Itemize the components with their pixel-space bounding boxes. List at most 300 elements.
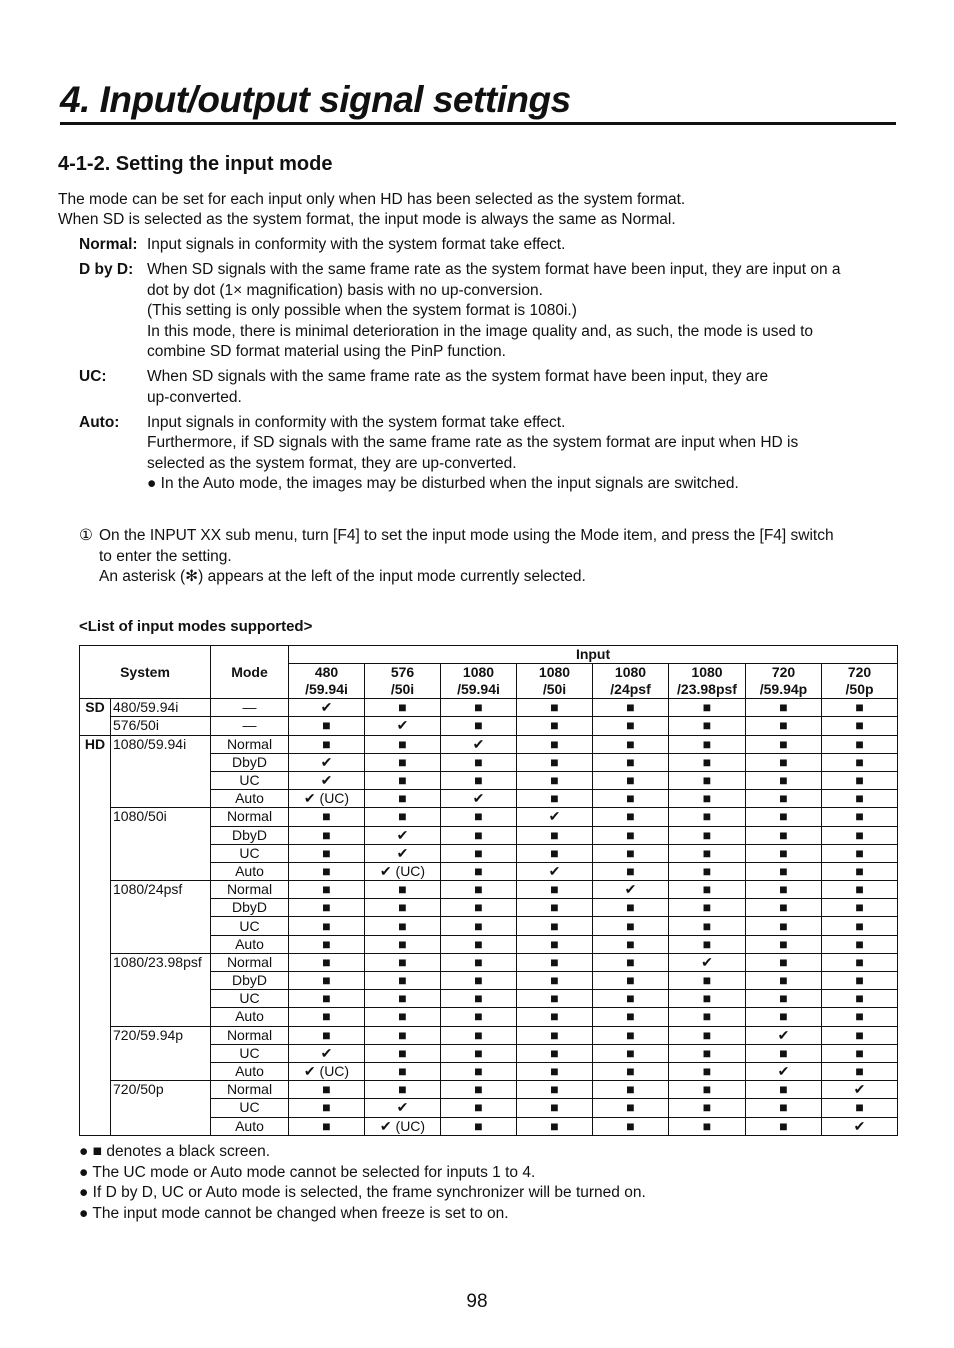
support-cell: ■ (746, 935, 822, 953)
support-cell: ■ (669, 935, 746, 953)
support-cell: ■ (822, 990, 898, 1008)
input-modes-table (79, 645, 898, 1136)
definition-line: When SD signals with the same frame rate as the system format have been input, they are input on a (147, 261, 841, 278)
header-line: /59.94i (457, 681, 500, 698)
support-cell: ■ (441, 753, 517, 771)
support-cell: ■ (365, 1008, 441, 1026)
support-cell: ✔ (746, 1026, 822, 1044)
support-cell: ■ (746, 1044, 822, 1062)
support-cell: ■ (822, 699, 898, 717)
page-number: 98 (466, 1291, 488, 1312)
mode-cell: Auto (211, 1062, 289, 1080)
support-cell: ■ (669, 1026, 746, 1044)
definition-desc (147, 235, 899, 256)
support-cell: ■ (517, 1099, 593, 1117)
support-cell: ■ (441, 1044, 517, 1062)
system-group: SD (80, 699, 111, 735)
definition-term: D by D: (79, 261, 134, 278)
support-cell: ■ (593, 771, 669, 789)
system-format: 720/59.94p (111, 1026, 211, 1081)
mode-cell: UC (211, 1099, 289, 1117)
support-cell: ■ (593, 990, 669, 1008)
support-cell: ■ (746, 699, 822, 717)
support-cell: ■ (365, 1062, 441, 1080)
support-cell: ■ (669, 1062, 746, 1080)
header-line: 1080 (614, 664, 647, 681)
support-cell: ■ (746, 917, 822, 935)
support-cell: ✔ (289, 771, 365, 789)
table-row (80, 881, 898, 899)
support-cell: ■ (822, 717, 898, 735)
table-caption: <List of input modes supported> (79, 618, 313, 635)
mode-cell: Auto (211, 1117, 289, 1135)
header-line: /59.94p (759, 681, 808, 698)
support-cell: ■ (822, 771, 898, 789)
table-row (80, 735, 898, 753)
support-cell: ■ (593, 699, 669, 717)
support-cell: ■ (517, 1026, 593, 1044)
definition-row (79, 367, 899, 408)
support-cell: ✔ (517, 808, 593, 826)
support-cell: ✔ (UC) (289, 790, 365, 808)
support-cell: ■ (365, 1026, 441, 1044)
note-item: ● ■ denotes a black screen. (79, 1143, 271, 1160)
support-cell: ■ (669, 844, 746, 862)
definition-line: up-converted. (147, 388, 242, 406)
mode-cell: UC (211, 1044, 289, 1062)
support-cell: ■ (746, 826, 822, 844)
system-format: 720/50p (111, 1081, 211, 1136)
support-cell: ■ (441, 1026, 517, 1044)
support-cell: ■ (441, 935, 517, 953)
definition-line: When SD signals with the same frame rate as the system format have been input, they are (147, 368, 769, 385)
header-line: 720 (771, 664, 796, 681)
definition-term: UC: (79, 368, 107, 385)
definition-line: Input signals in conformity with the system format take effect. (147, 236, 566, 253)
support-cell: ■ (746, 1117, 822, 1135)
mode-cell: Normal (211, 808, 289, 826)
definition-term: Normal: (79, 236, 138, 253)
support-cell: ■ (593, 899, 669, 917)
mode-cell: Normal (211, 1026, 289, 1044)
support-cell: ■ (517, 1044, 593, 1062)
system-format: 480/59.94i (111, 699, 211, 717)
support-cell: ■ (822, 953, 898, 971)
support-cell: ✔ (441, 790, 517, 808)
support-cell: ■ (593, 1099, 669, 1117)
support-cell: ■ (517, 1117, 593, 1135)
support-cell: ■ (822, 899, 898, 917)
system-format: 576/50i (111, 717, 211, 735)
definition-desc (147, 413, 899, 495)
support-cell: ■ (822, 1008, 898, 1026)
support-cell: ■ (822, 862, 898, 880)
header-input-format (517, 664, 593, 699)
support-cell: ■ (746, 862, 822, 880)
support-cell: ✔ (593, 881, 669, 899)
step-line: An asterisk (✻) appears at the left of the input mode currently selected. (99, 568, 586, 585)
header-line: /50p (845, 681, 874, 698)
support-cell: ■ (593, 1008, 669, 1026)
definition-row (79, 413, 899, 495)
definition-row (79, 235, 899, 256)
definition-row (79, 260, 899, 363)
header-line: /50i (542, 681, 567, 698)
support-cell: ✔ (365, 826, 441, 844)
support-cell: ■ (822, 753, 898, 771)
support-cell: ■ (669, 699, 746, 717)
support-cell: ■ (822, 735, 898, 753)
support-cell: ✔ (UC) (365, 862, 441, 880)
support-cell: ■ (517, 753, 593, 771)
support-cell: ■ (822, 972, 898, 990)
header-input-format (441, 664, 517, 699)
support-cell: ■ (441, 808, 517, 826)
support-cell: ■ (746, 1008, 822, 1026)
definition-desc (147, 260, 899, 363)
support-cell: ■ (289, 881, 365, 899)
support-cell: ■ (441, 972, 517, 990)
support-cell: ■ (746, 771, 822, 789)
support-cell: ■ (289, 1026, 365, 1044)
support-cell: ■ (822, 826, 898, 844)
support-cell: ■ (517, 917, 593, 935)
header-input-format (669, 664, 746, 699)
support-cell: ■ (593, 935, 669, 953)
support-cell: ✔ (289, 1044, 365, 1062)
support-cell: ■ (289, 862, 365, 880)
support-cell: ■ (517, 826, 593, 844)
note-item: ● The UC mode or Auto mode cannot be selected for inputs 1 to 4. (79, 1163, 536, 1181)
definition-line: combine SD format material using the PinP function. (147, 343, 506, 360)
support-cell: ■ (822, 844, 898, 862)
support-cell: ■ (365, 972, 441, 990)
definition-desc (147, 367, 899, 408)
support-cell: ■ (365, 1081, 441, 1099)
table-row (80, 717, 898, 735)
support-cell: ■ (822, 790, 898, 808)
support-cell: ■ (746, 953, 822, 971)
support-cell: ■ (746, 899, 822, 917)
system-format: 1080/24psf (111, 881, 211, 954)
support-cell: ■ (441, 881, 517, 899)
table-row (80, 808, 898, 826)
mode-cell: UC (211, 990, 289, 1008)
support-cell: ■ (669, 899, 746, 917)
support-cell: ■ (593, 953, 669, 971)
support-cell: ■ (669, 1008, 746, 1026)
support-cell: ✔ (365, 1099, 441, 1117)
support-cell: ■ (746, 808, 822, 826)
step-line: On the INPUT XX sub menu, turn [F4] to set the input mode using the Mode item, and press the [F4] switch (99, 527, 834, 544)
support-cell: ■ (365, 771, 441, 789)
support-cell: ■ (822, 808, 898, 826)
support-cell: ■ (669, 1099, 746, 1117)
support-cell: ■ (669, 753, 746, 771)
step-number: ① (79, 527, 93, 544)
support-cell: ■ (593, 790, 669, 808)
support-cell: ■ (593, 1026, 669, 1044)
mode-cell: DbyD (211, 753, 289, 771)
procedure-step (79, 526, 894, 588)
support-cell: ■ (517, 735, 593, 753)
support-cell: ■ (746, 717, 822, 735)
support-cell: ✔ (UC) (289, 1062, 365, 1080)
page-title: 4. Input/output signal settings (60, 78, 896, 125)
support-cell: ■ (669, 735, 746, 753)
support-cell: ■ (441, 917, 517, 935)
support-cell: ■ (517, 935, 593, 953)
step-line: to enter the setting. (99, 547, 232, 565)
support-cell: ■ (365, 790, 441, 808)
support-cell: ■ (289, 844, 365, 862)
support-cell: ■ (517, 699, 593, 717)
header-line: 576 (390, 664, 415, 681)
support-cell: ■ (365, 990, 441, 1008)
header-input-format (289, 664, 365, 699)
support-cell: ■ (517, 1008, 593, 1026)
support-cell: ■ (746, 881, 822, 899)
support-cell: ✔ (669, 953, 746, 971)
header-line: 1080 (691, 664, 723, 681)
header-line: /59.94i (305, 681, 348, 698)
support-cell: ■ (593, 917, 669, 935)
support-cell: ■ (441, 1117, 517, 1135)
support-cell: ■ (517, 990, 593, 1008)
support-cell: ■ (441, 717, 517, 735)
support-cell: ■ (593, 1062, 669, 1080)
table-row (80, 1081, 898, 1099)
support-cell: ✔ (365, 844, 441, 862)
mode-cell: Auto (211, 790, 289, 808)
support-cell: ■ (746, 735, 822, 753)
support-cell: ■ (593, 1081, 669, 1099)
header-line: 480 (314, 664, 339, 681)
support-cell: ■ (669, 1117, 746, 1135)
support-cell: ■ (669, 826, 746, 844)
support-cell: ■ (517, 972, 593, 990)
section-heading: 4-1-2. Setting the input mode (58, 153, 333, 175)
support-cell: ■ (822, 1062, 898, 1080)
notes-list (79, 1142, 646, 1224)
header-input-format (746, 664, 822, 699)
support-cell: ■ (365, 753, 441, 771)
support-cell: ✔ (822, 1081, 898, 1099)
support-cell: ■ (593, 735, 669, 753)
definition-line: (This setting is only possible when the system format is 1080i.) (147, 302, 577, 319)
support-cell: ✔ (746, 1062, 822, 1080)
mode-cell: Normal (211, 881, 289, 899)
support-cell: ■ (441, 953, 517, 971)
support-cell: ■ (822, 917, 898, 935)
support-cell: ■ (746, 1081, 822, 1099)
header-input: Input (289, 646, 898, 664)
support-cell: ■ (517, 790, 593, 808)
support-cell: ■ (822, 1044, 898, 1062)
support-cell: ■ (517, 899, 593, 917)
definition-line: selected as the system format, they are up-converted. (147, 454, 517, 472)
support-cell: ■ (517, 1081, 593, 1099)
support-cell: ■ (365, 935, 441, 953)
system-format: 1080/59.94i (111, 735, 211, 808)
support-cell: ■ (289, 953, 365, 971)
support-cell: ■ (289, 717, 365, 735)
support-cell: ■ (365, 699, 441, 717)
support-cell: ■ (517, 881, 593, 899)
mode-cell: Auto (211, 862, 289, 880)
table-row (80, 699, 898, 717)
support-cell: ✔ (822, 1117, 898, 1135)
support-cell: ■ (441, 826, 517, 844)
support-cell: ■ (822, 881, 898, 899)
support-cell: ✔ (517, 862, 593, 880)
mode-cell: — (211, 717, 289, 735)
support-cell: ■ (441, 1062, 517, 1080)
definition-term: Auto: (79, 413, 120, 431)
mode-cell: Normal (211, 735, 289, 753)
support-cell: ■ (365, 808, 441, 826)
mode-cell: UC (211, 917, 289, 935)
support-cell: ■ (669, 881, 746, 899)
support-cell: ■ (441, 1099, 517, 1117)
support-cell: ■ (365, 881, 441, 899)
header-input-format (365, 664, 441, 699)
support-cell: ■ (669, 1044, 746, 1062)
system-format: 1080/23.98psf (111, 953, 211, 1026)
header-line: /23.98psf (677, 681, 737, 698)
support-cell: ■ (593, 808, 669, 826)
mode-cell: Normal (211, 953, 289, 971)
support-cell: ■ (593, 844, 669, 862)
header-line: 720 (847, 664, 872, 681)
support-cell: ■ (593, 753, 669, 771)
support-cell: ■ (517, 771, 593, 789)
support-cell: ■ (365, 899, 441, 917)
support-cell: ■ (669, 862, 746, 880)
support-cell: ■ (441, 1008, 517, 1026)
support-cell: ■ (669, 790, 746, 808)
support-cell: ■ (441, 899, 517, 917)
support-cell: ■ (746, 1099, 822, 1117)
support-cell: ✔ (441, 735, 517, 753)
support-cell: ■ (441, 771, 517, 789)
support-cell: ■ (593, 826, 669, 844)
mode-cell: Auto (211, 1008, 289, 1026)
support-cell: ■ (517, 1062, 593, 1080)
support-cell: ■ (746, 844, 822, 862)
support-cell: ■ (669, 771, 746, 789)
definition-line: dot by dot (1× magnification) basis with no up-conversion. (147, 281, 543, 299)
header-row (80, 646, 898, 664)
support-cell: ✔ (289, 753, 365, 771)
mode-cell: — (211, 699, 289, 717)
definition-line: Input signals in conformity with the system format take effect. (147, 413, 566, 431)
mode-cell: Normal (211, 1081, 289, 1099)
table-row (80, 953, 898, 971)
support-cell: ✔ (289, 699, 365, 717)
header-line: 1080 (538, 664, 571, 681)
mode-definitions (79, 235, 899, 499)
support-cell: ■ (365, 735, 441, 753)
header-line: /50i (390, 681, 415, 698)
support-cell: ■ (593, 717, 669, 735)
mode-cell: Auto (211, 935, 289, 953)
header-mode: Mode (211, 646, 289, 699)
table-row (80, 1026, 898, 1044)
support-cell: ■ (822, 1026, 898, 1044)
support-cell: ■ (289, 972, 365, 990)
support-cell: ■ (441, 862, 517, 880)
support-cell: ■ (669, 1081, 746, 1099)
mode-cell: DbyD (211, 899, 289, 917)
support-cell: ■ (441, 699, 517, 717)
definition-line: Furthermore, if SD signals with the same frame rate as the system format are input when HD is (147, 434, 799, 451)
header-input-format (822, 664, 898, 699)
support-cell: ■ (669, 717, 746, 735)
support-cell: ■ (365, 953, 441, 971)
support-cell: ■ (289, 1081, 365, 1099)
definition-line: ● In the Auto mode, the images may be disturbed when the input signals are switched. (147, 475, 739, 492)
support-cell: ■ (289, 1008, 365, 1026)
support-cell: ■ (289, 808, 365, 826)
mode-cell: DbyD (211, 826, 289, 844)
support-cell: ■ (746, 972, 822, 990)
intro-line: When SD is selected as the system format, the input mode is always the same as Normal. (58, 211, 676, 228)
support-cell: ■ (289, 917, 365, 935)
mode-cell: UC (211, 771, 289, 789)
support-cell: ■ (822, 1099, 898, 1117)
support-cell: ■ (441, 990, 517, 1008)
header-line: /24psf (610, 681, 651, 698)
support-cell: ■ (746, 753, 822, 771)
support-cell: ■ (289, 826, 365, 844)
header-line: 1080 (462, 664, 495, 681)
support-cell: ■ (289, 935, 365, 953)
support-cell: ■ (441, 1081, 517, 1099)
support-cell: ✔ (UC) (365, 1117, 441, 1135)
support-cell: ■ (669, 917, 746, 935)
system-format: 1080/50i (111, 808, 211, 881)
system-group: HD (80, 735, 111, 1135)
support-cell: ■ (669, 990, 746, 1008)
mode-cell: UC (211, 844, 289, 862)
support-cell: ■ (593, 972, 669, 990)
support-cell: ■ (669, 808, 746, 826)
support-cell: ■ (289, 1117, 365, 1135)
note-item: ● If D by D, UC or Auto mode is selected, the frame synchronizer will be turned on. (79, 1184, 646, 1201)
support-cell: ■ (593, 862, 669, 880)
mode-cell: DbyD (211, 972, 289, 990)
support-cell: ✔ (365, 717, 441, 735)
support-cell: ■ (289, 899, 365, 917)
support-cell: ■ (746, 790, 822, 808)
support-cell: ■ (517, 844, 593, 862)
note-item: ● The input mode cannot be changed when freeze is set to on. (79, 1204, 509, 1222)
support-cell: ■ (669, 972, 746, 990)
support-cell: ■ (289, 1099, 365, 1117)
support-cell: ■ (289, 990, 365, 1008)
support-cell: ■ (517, 717, 593, 735)
support-cell: ■ (517, 953, 593, 971)
support-cell: ■ (365, 1044, 441, 1062)
support-cell: ■ (746, 990, 822, 1008)
support-cell: ■ (441, 844, 517, 862)
support-cell: ■ (593, 1117, 669, 1135)
support-cell: ■ (365, 917, 441, 935)
support-cell: ■ (289, 735, 365, 753)
header-input-format (593, 664, 669, 699)
support-cell: ■ (593, 1044, 669, 1062)
